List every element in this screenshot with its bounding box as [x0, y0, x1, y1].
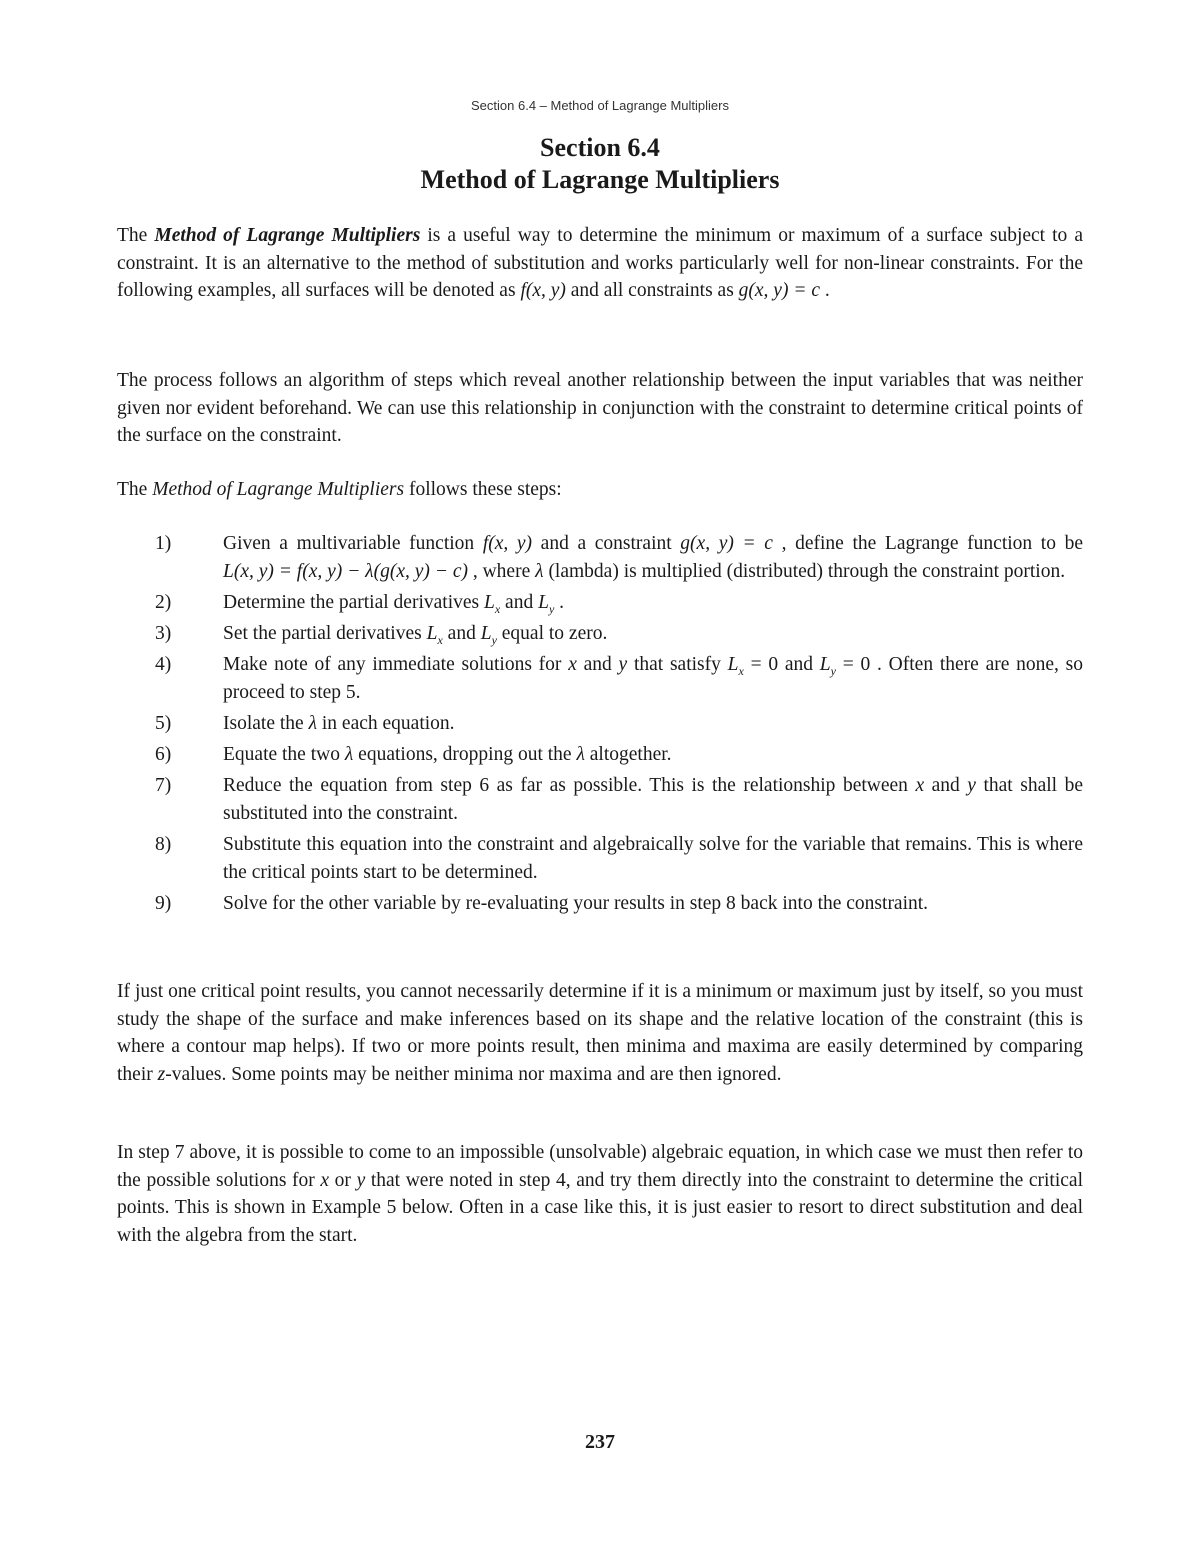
- critical-point-paragraph: If just one critical point results, you cannot necessarily determine if it is a minimum or maximum just by itself, so you must study the shape of the surface and make inferences based on its shape and the relative location of the constraint (this is where a contour map helps). If two or more points result, then minima and maxima are easily determined by comparing their z-values. Some points may be neither minima nor maxima and are then ignored.: [117, 981, 1083, 1085]
- text: The: [117, 225, 155, 246]
- step-item: [155, 589, 1083, 617]
- step-text: Solve for the other variable by re-evaluating your results in step 8 back into the constraint.: [223, 893, 929, 914]
- steps-list: [155, 530, 1083, 921]
- step-number: 5): [155, 713, 172, 734]
- step-number: 3): [155, 623, 172, 644]
- step-item: [155, 890, 1083, 918]
- step-text: Set the partial derivatives $L_x$ and $L_y$ equal to zero.: [223, 623, 608, 647]
- section-title: [0, 132, 1200, 196]
- step-text: Isolate the λ in each equation.: [223, 713, 455, 734]
- math-constraint: g(x, y) = c: [738, 280, 821, 301]
- math-lambda: λ: [308, 713, 318, 734]
- math-lambda: λ: [344, 744, 354, 765]
- step-text: Reduce the equation from step 6 as far as possible. This is the relationship between x and y that shall be substituted into the constraint.: [223, 775, 1083, 824]
- step-text: Given a multivariable function f(x, y) and a constraint g(x, y) = c , define the Lagrange function to be L(x, y) = f(x, y) − λ(g(x, y) − c) , where λ (lambda) is multiplied (distributed) through the constraint portion.: [223, 533, 1083, 582]
- math-f-xy: f(x, y): [520, 280, 566, 301]
- math-Lx: $L_x$: [426, 623, 443, 647]
- math-Lx: $L_x$: [483, 592, 501, 616]
- step7-note-paragraph: In step 7 above, it is possible to come to an impossible (unsolvable) algebraic equation, in which case we must then refer to the possible solutions for x or y that were noted in step 4, and try them directly into the constraint to determine the critical points. This is shown in Example 5 below. Often in a case like this, it is just easier to resort to direct substitution and deal with the algebra from the start.: [117, 1142, 1083, 1246]
- process-paragraph: The process follows an algorithm of steps which reveal another relationship between the input variables that was neither given nor evident beforehand. We can use this relationship in conjunction with the constraint to determine critical points of the surface on the constraint.: [117, 370, 1083, 446]
- step-text: Determine the partial derivatives $L_x$ and $L_y$ .: [223, 592, 565, 616]
- step-text: Equate the two λ equations, dropping out the λ altogether.: [223, 744, 672, 765]
- text: follows these steps:: [404, 479, 562, 500]
- step-number: 4): [155, 654, 172, 675]
- math-lagrange-function: L(x, y) = f(x, y) − λ(g(x, y) − c): [223, 561, 468, 582]
- step-item: [155, 620, 1083, 648]
- step-item: [155, 741, 1083, 769]
- step-text: Substitute this equation into the constraint and algebraically solve for the variable that remains. This is where the critical points start to be determined.: [223, 834, 1083, 883]
- method-name-emphasis: Method of Lagrange Multipliers: [154, 225, 421, 246]
- steps-intro: [117, 476, 1083, 504]
- intro-paragraph: [117, 222, 1083, 305]
- method-name-italic: Method of Lagrange Multipliers: [152, 479, 405, 500]
- math-constraint: g(x, y) = c: [680, 533, 773, 554]
- section-name: Method of Lagrange Multipliers: [420, 165, 780, 194]
- step-item: [155, 530, 1083, 586]
- section-number: Section 6.4: [540, 133, 660, 162]
- math-Ly-zero: $L_y = 0$: [819, 654, 871, 678]
- step-number: 8): [155, 834, 172, 855]
- math-lambda: λ: [535, 561, 544, 582]
- math-Lx-zero: $L_x = 0$: [727, 654, 779, 678]
- text: .: [820, 280, 830, 301]
- step-item: [155, 831, 1083, 887]
- step-number: 6): [155, 744, 172, 765]
- math-lambda: λ: [576, 744, 585, 765]
- step-number: 9): [155, 893, 172, 914]
- math-Ly: $L_y$: [538, 592, 555, 616]
- text: and all constraints as: [565, 280, 739, 301]
- math-f-xy: f(x, y): [482, 533, 533, 554]
- text: The: [117, 479, 153, 500]
- step-item: [155, 651, 1083, 707]
- step-number: 7): [155, 775, 172, 796]
- running-header: Section 6.4 – Method of Lagrange Multipliers: [471, 98, 729, 113]
- page-number: 237: [585, 1431, 615, 1453]
- step-number: 1): [155, 533, 172, 554]
- math-Ly: $L_y$: [480, 623, 497, 647]
- step-item: [155, 772, 1083, 828]
- text: is a useful way to determine the minimum or maximum of a surface subject to a constraint. It is an alternative to the method of substitution and works particularly well for non-linear constraints. For the following examples, all surfaces will be denoted as: [117, 225, 1083, 301]
- step-text: Make note of any immediate solutions for x and y that satisfy $L_x = 0$ and $L_y = 0$ . Often there are none, so proceed to step 5.: [223, 654, 1084, 703]
- step-number: 2): [155, 592, 172, 613]
- step-item: [155, 710, 1083, 738]
